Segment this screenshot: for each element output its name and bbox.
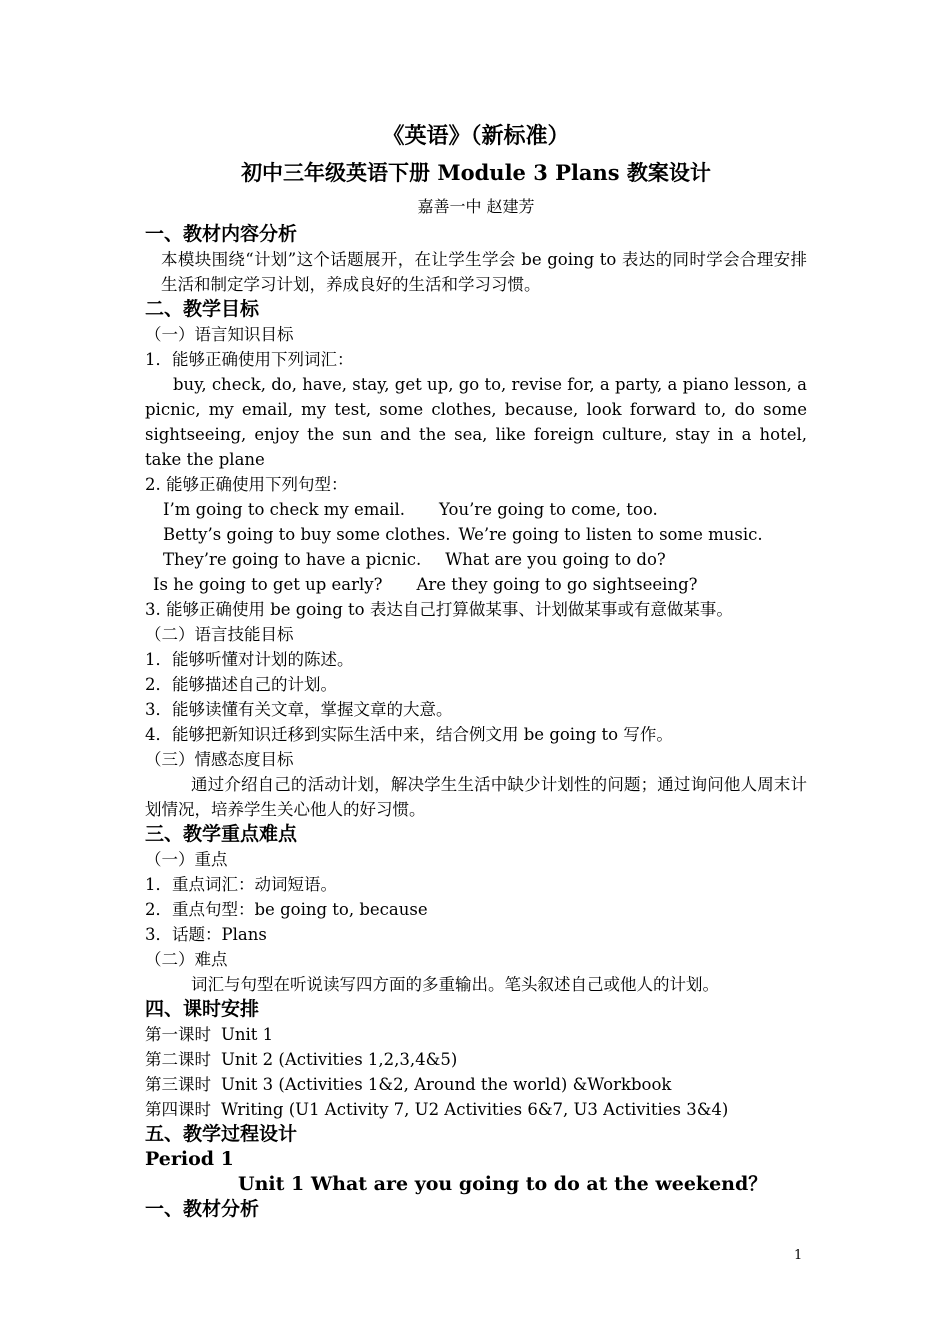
vocabulary-list: buy, check, do, have, stay, get up, go to, revise for, a party, a piano lesson, a picnic, my email, my test, some clothes, because, look forward to, do some sightseeing, enjoy the sun and the sea, like foreign culture, stay in a hotel, take the plane bbox=[145, 375, 807, 469]
section-heading-teaching-goals: 二、教学目标 bbox=[145, 298, 260, 320]
skill-item: 1．能够听懂对计划的陈述。 bbox=[145, 650, 354, 669]
schedule-period-label: 第一课时 bbox=[145, 1025, 211, 1044]
goal-item-be-going-to: 3. 能够正确使用 be going to 表达自己打算做某事、计划做某事或有意做某事。 bbox=[145, 600, 733, 619]
schedule-row bbox=[145, 1047, 807, 1072]
key-point-item: 2．重点句型：be going to, because bbox=[145, 900, 428, 919]
example-sentence-row bbox=[145, 547, 807, 572]
subheading-key-points: （一）重点 bbox=[145, 850, 228, 869]
example-sentence: I’m going to check my email. bbox=[163, 500, 406, 519]
schedule-period-label: 第三课时 bbox=[145, 1075, 211, 1094]
schedule-period-content: Unit 2 (Activities 1,2,3,4&5) bbox=[221, 1050, 458, 1069]
skill-item: 2．能够描述自己的计划。 bbox=[145, 675, 337, 694]
skill-item: 3．能够读懂有关文章，掌握文章的大意。 bbox=[145, 700, 453, 719]
example-sentence: What are you going to do? bbox=[445, 550, 666, 569]
subheading-attitude-goals: （三）情感态度目标 bbox=[145, 750, 294, 769]
page-number: 1 bbox=[794, 1248, 803, 1263]
section-heading-key-points: 三、教学重点难点 bbox=[145, 823, 298, 845]
document-title: 《英语》（新标准） bbox=[382, 123, 570, 149]
subheading-knowledge-goals: （一）语言知识目标 bbox=[145, 325, 294, 344]
attitude-paragraph: 通过介绍自己的活动计划，解决学生生活中缺少计划性的问题；通过询问他人周末计划情况，培养学生关心他人的好习惯。 bbox=[145, 775, 807, 819]
section-heading-teaching-process: 五、教学过程设计 bbox=[145, 1123, 298, 1145]
skill-item: 4．能够把新知识迁移到实际生活中来，结合例文用 be going to 写作。 bbox=[145, 725, 673, 744]
example-sentence: You’re going to come, too. bbox=[439, 500, 658, 519]
document-subtitle: 初中三年级英语下册 Module 3 Plans 教案设计 bbox=[241, 160, 711, 185]
example-sentence: We’re going to listen to some music. bbox=[458, 525, 763, 544]
difficulty-paragraph: 词汇与句型在听说读写四方面的多重输出。笔头叙述自己或他人的计划。 bbox=[191, 975, 719, 994]
subheading-skill-goals: （二）语言技能目标 bbox=[145, 625, 294, 644]
schedule-period-label: 第四课时 bbox=[145, 1100, 211, 1119]
example-sentence-row bbox=[145, 497, 807, 522]
document-body bbox=[145, 118, 807, 1222]
example-sentence-row bbox=[145, 572, 807, 597]
goal-item-sentences: 2. 能够正确使用下列句型： bbox=[145, 475, 348, 494]
example-sentence-row bbox=[145, 522, 807, 547]
author-line: 嘉善一中 赵建芳 bbox=[417, 197, 535, 216]
key-point-item: 1．重点词汇：动词短语。 bbox=[145, 875, 337, 894]
example-sentence: Betty’s going to buy some clothes. bbox=[163, 525, 451, 544]
schedule-row bbox=[145, 1022, 807, 1047]
unit-heading: Unit 1 What are you going to do at the weekend？ bbox=[238, 1173, 768, 1195]
schedule-row bbox=[145, 1097, 807, 1122]
period-heading: Period 1 bbox=[145, 1148, 234, 1170]
goal-item-vocabulary: 1．能够正确使用下列词汇： bbox=[145, 350, 354, 369]
example-sentence: They’re going to have a picnic. bbox=[163, 550, 422, 569]
subheading-difficulties: （二）难点 bbox=[145, 950, 228, 969]
content-analysis-paragraph: 本模块围绕“计划”这个话题展开，在让学生学会 be going to 表达的同时学会合理安排生活和制定学习计划，养成良好的生活和学习习惯。 bbox=[161, 250, 807, 294]
schedule-period-content: Writing (U1 Activity 7, U2 Activities 6&7, U3 Activities 3&4) bbox=[221, 1100, 729, 1119]
section-heading-content-analysis: 一、教材内容分析 bbox=[145, 223, 298, 245]
section-heading-schedule: 四、课时安排 bbox=[145, 998, 260, 1020]
schedule-row bbox=[145, 1072, 807, 1097]
section-heading-material-analysis: 一、教材分析 bbox=[145, 1198, 260, 1220]
schedule-period-content: Unit 3 (Activities 1&2, Around the world) &Workbook bbox=[221, 1075, 672, 1094]
example-sentence: Is he going to get up early? bbox=[153, 575, 383, 594]
key-point-item: 3．话题：Plans bbox=[145, 925, 267, 944]
schedule-period-label: 第二课时 bbox=[145, 1050, 211, 1069]
schedule-period-content: Unit 1 bbox=[221, 1025, 274, 1044]
example-sentence: Are they going to go sightseeing? bbox=[416, 575, 698, 594]
